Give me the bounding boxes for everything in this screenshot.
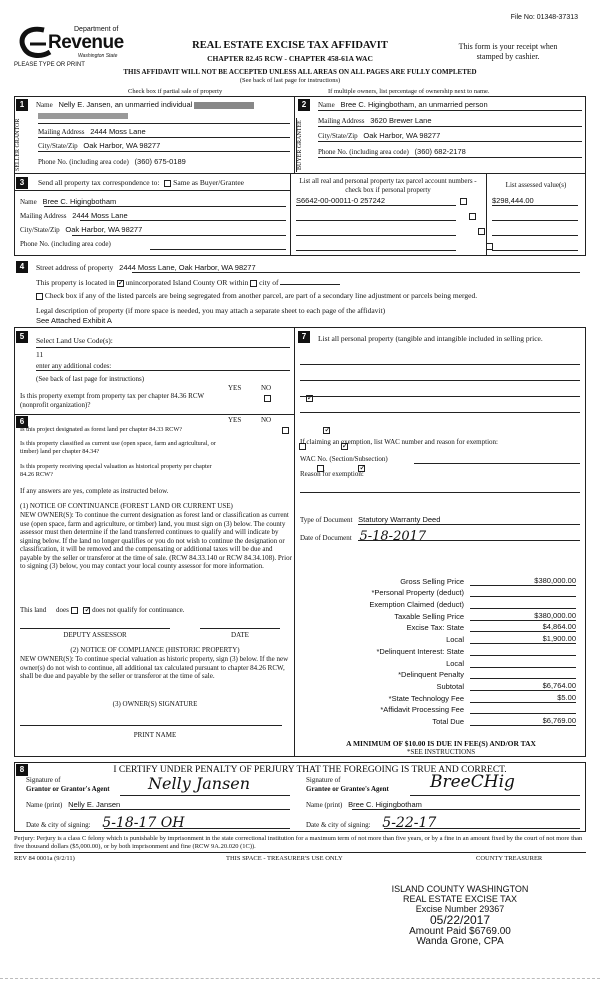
- stamp-line: ISLAND COUNTY WASHINGTON: [391, 884, 529, 894]
- parcel-header: List all real and personal property tax parcel account numbers - check box if personal property: [299, 177, 477, 194]
- personal-property-checkbox[interactable]: [460, 198, 467, 205]
- tax-row-label: Taxable Selling Price: [394, 611, 464, 621]
- minimum-note: A MINIMUM OF $10.00 IS DUE IN FEE(S) AND/OR TAX: [346, 739, 536, 748]
- doc-type-row: [300, 515, 440, 524]
- seller-mail-row: [38, 127, 290, 136]
- grantee-agent-label: Grantee or Grantee's Agent: [306, 785, 389, 793]
- notice1-title: (1) NOTICE OF CONTINUANCE (FOREST LAND OR CURRENT USE): [20, 502, 233, 510]
- s3-name-row: [20, 197, 286, 206]
- located2-label: unincorporated Island County OR within: [125, 278, 249, 287]
- seller-side-label: SELLER GRANTOR: [14, 118, 26, 172]
- tax-row-label: *Personal Property (deduct): [371, 588, 464, 598]
- buyer-mail-row: [318, 116, 580, 125]
- tax-row: [300, 597, 582, 609]
- exempt-yes-checkbox[interactable]: [264, 395, 271, 402]
- receipt-note: This form is your receipt when stamped by cashier.: [458, 42, 558, 61]
- doc-date[interactable]: 5-18-2017: [359, 529, 427, 544]
- additional-codes-label: enter any additional codes:: [36, 362, 112, 370]
- tax-row-label: Exemption Claimed (deduct): [369, 600, 464, 610]
- land-use-code[interactable]: 11: [36, 350, 44, 359]
- doc-date-row: [300, 529, 426, 544]
- tax-row: [300, 691, 582, 703]
- seller-phone[interactable]: (360) 675-0189: [134, 157, 186, 166]
- logo-dept: Department of: [74, 26, 119, 33]
- grantee-name[interactable]: Bree C. Higingbotham: [348, 800, 422, 809]
- seller-mail-label: Mailing Address: [38, 128, 85, 136]
- deputy-assessor-label: DEPUTY ASSESSOR: [63, 631, 127, 639]
- segregated-label: Check box if any of the listed parcels are being segregated from another parcel, are part of a secondary line adjustment or parcels being merged.: [44, 291, 478, 300]
- qualify-label: qualify for continuance.: [117, 606, 185, 614]
- tax-row-label: *Affidavit Processing Fee: [380, 705, 464, 715]
- tax-row-value[interactable]: $6,764.00: [470, 681, 576, 691]
- partial-sale-row: [128, 88, 222, 95]
- assessed-header: List assessed value(s): [505, 181, 567, 189]
- buyer-phone-label: Phone No. (including area code): [318, 148, 409, 156]
- q1-forest: Is this project designated as forest land per chapter 84.33 RCW?: [20, 426, 183, 433]
- tax-row-value[interactable]: [470, 713, 576, 714]
- tax-row-label: *Delinquent Interest: State: [376, 646, 464, 656]
- tax-row-label: *Delinquent Penalty: [398, 670, 464, 680]
- street-label: Street address of property: [36, 263, 114, 272]
- s3-mail-row: [20, 211, 286, 220]
- s3-city-row: [20, 225, 286, 234]
- does-checkbox[interactable]: [71, 607, 78, 614]
- does-not-checkbox[interactable]: [83, 607, 90, 614]
- grantor-agent-label: Grantor or Grantor's Agent: [26, 785, 110, 793]
- buyer-phone[interactable]: (360) 682-2178: [414, 147, 466, 156]
- buyer-name-row: [318, 100, 580, 109]
- s6-yes: YES: [228, 416, 242, 424]
- tax-row-value[interactable]: [470, 596, 576, 597]
- notice2-body: NEW OWNER(S): To continue special valuation as historic property, sign (3) below. If the new owner(s) do not wish to continue, all additional tax calculated pursuant to chapter 84.26 RCW, shall be due and payable by the seller or transferor at the time of sale.: [20, 655, 289, 680]
- tax-row-value[interactable]: $1,900.00: [470, 634, 576, 644]
- grantor-sig-label: [26, 776, 110, 794]
- seller-city-label: City/State/Zip: [38, 142, 78, 150]
- tax-row: [300, 586, 582, 598]
- treasurer-stamp: [370, 884, 550, 947]
- stamp-amount: Amount Paid $6769.00: [409, 926, 511, 937]
- tax-row: [300, 656, 582, 668]
- parcel-number[interactable]: S6642-00-00011-0 257242: [296, 196, 386, 205]
- correspondence-label: Send all property tax correspondence to:: [38, 178, 160, 187]
- unincorporated-checkbox[interactable]: [117, 280, 124, 287]
- section-6-number: 6: [16, 416, 28, 428]
- segregated-row: [36, 291, 581, 300]
- located-row: [36, 278, 576, 287]
- tax-row-value[interactable]: [470, 667, 576, 668]
- wac-label: WAC No. (Section/Subsection): [300, 455, 388, 463]
- seller-name-label: Name: [36, 101, 53, 109]
- legal-label: Legal description of property (if more space is needed, you may attach a separate sheet to each page of the affidavit): [36, 306, 386, 315]
- stamp-line: Excise Number 29367: [415, 904, 505, 914]
- redaction-bar: [38, 113, 128, 119]
- section-3-number: 3: [16, 177, 28, 189]
- seller-mail[interactable]: 2444 Moss Lane: [90, 127, 146, 136]
- seller-phone-label: Phone No. (including area code): [38, 158, 129, 166]
- tax-row: [300, 703, 582, 715]
- exemption-label: If claiming an exemption, list WAC number and reason for exemption:: [300, 438, 498, 446]
- owner-signature-label: (3) OWNER(S) SIGNATURE: [112, 700, 198, 708]
- grantor-signature[interactable]: Nelly Jansen: [148, 774, 251, 793]
- s3-mail-label: Mailing Address: [20, 212, 67, 220]
- street-row: [36, 263, 576, 272]
- doc-type-label: Type of Document: [300, 516, 353, 524]
- city-checkbox[interactable]: [250, 280, 257, 287]
- buyer-side-label: BUYER GRANTEE: [296, 118, 308, 172]
- s3-name[interactable]: Bree C. Higingbotham: [42, 197, 117, 206]
- section-7-number: 7: [298, 331, 310, 343]
- county-treasurer: COUNTY TREASURER: [476, 855, 543, 862]
- stamp-date: 05/22/2017: [429, 913, 491, 927]
- personal-property-checkbox[interactable]: [486, 243, 493, 250]
- tax-row-value[interactable]: $380,000.00: [470, 611, 576, 621]
- tax-row-label: *State Technology Fee: [388, 693, 464, 703]
- section-4-number: 4: [16, 261, 28, 273]
- warning: THIS AFFIDAVIT WILL NOT BE ACCEPTED UNLESS ALL AREAS ON ALL PAGES ARE FULLY COMPLETED: [123, 68, 477, 76]
- sig-of-label: Signature of: [26, 776, 61, 784]
- notice1-body: NEW OWNER(S): To continue the current designation as forest land or classification as current use (open space, farm and agriculture, or timber) land, you must sign on (3) below. The county assessor must then determine if the land transferred continues to qualify and will indicate by signing below. If the land no longer qualifies or you do not wish to continue the designation or classification, it will be removed and the compensating or additional taxes will be due and payable by the seller or transferor at the time of sale. (RCW 84.33.140 or RCW 84.34.108). Prior to signing (3) below, you may contact your local county assessor for more information.: [20, 511, 292, 570]
- grantor-name[interactable]: Nelly E. Jansen: [68, 800, 121, 809]
- grantor-name-row: [26, 800, 120, 809]
- tax-row: [300, 609, 582, 621]
- tax-row: [300, 632, 582, 644]
- sig-of-label: Signature of: [306, 776, 341, 784]
- section3-header: [38, 178, 288, 187]
- same-as-buyer-label: Same as Buyer/Grantee: [173, 178, 244, 187]
- grantee-date[interactable]: 5-22-17: [382, 815, 437, 831]
- seller-phone-row: [38, 157, 290, 166]
- personal-property-checkbox[interactable]: [478, 228, 485, 235]
- multiple-owners: If multiple owners, list percentage of ownership next to name.: [328, 88, 490, 95]
- see-back: (See back of last page for instructions): [239, 77, 341, 84]
- tax-row-value[interactable]: [470, 608, 576, 609]
- tax-row: [300, 714, 582, 726]
- assessed-value[interactable]: $298,444.00: [492, 196, 534, 205]
- q1-yes-checkbox[interactable]: [282, 427, 289, 434]
- redaction-bar: [194, 102, 254, 109]
- section-8-number: 8: [16, 764, 28, 776]
- file-number: File No: 01348-37313: [510, 14, 578, 21]
- tax-row-label: Total Due: [432, 716, 464, 726]
- tax-row-value[interactable]: $6,769.00: [470, 716, 576, 726]
- section-5-number: 5: [16, 331, 28, 343]
- logo-name: Revenue: [48, 32, 124, 53]
- buyer-city-row: [318, 131, 580, 140]
- seller-name[interactable]: Nelly E. Jansen, an unmarried individual: [58, 100, 193, 109]
- tax-row: [300, 679, 582, 691]
- reason-label: Reason for exemption:: [300, 470, 364, 478]
- section-1-number: 1: [16, 99, 28, 111]
- tax-row-label: Gross Selling Price: [400, 576, 464, 586]
- buyer-mail[interactable]: 3620 Brewer Lane: [370, 116, 432, 125]
- tax-row-value[interactable]: [470, 678, 576, 679]
- does-label: does: [56, 606, 69, 614]
- tax-row-value[interactable]: [470, 655, 576, 656]
- buyer-name-label: Name: [318, 101, 335, 109]
- same-as-buyer-checkbox[interactable]: [164, 180, 171, 187]
- form-title: REAL ESTATE EXCISE TAX AFFIDAVIT: [192, 40, 388, 51]
- does-not-label: does not: [92, 606, 116, 614]
- grantee-date-label: Date & city of signing:: [306, 821, 371, 829]
- tax-table: [300, 574, 582, 726]
- tax-row-label: Local: [446, 635, 464, 645]
- s5-no: NO: [261, 384, 272, 392]
- s3-city[interactable]: Oak Harbor, WA 98277: [65, 225, 143, 234]
- legal-value[interactable]: See Attached Exhibit A: [36, 316, 112, 325]
- page-edge: [0, 978, 600, 979]
- s3-city-label: City/State/Zip: [20, 226, 60, 234]
- grantor-date-label: Date & city of signing:: [26, 821, 91, 829]
- exempt-question: Is this property exempt from property tax per chapter 84.36 RCW (nonprofit organization)?: [20, 392, 204, 409]
- if-yes-note: If any answers are yes, complete as instructed below.: [20, 487, 169, 495]
- tax-row: [300, 644, 582, 656]
- personal-property-checkbox[interactable]: [469, 213, 476, 220]
- q3-historic: Is this property receiving special valuation as historical property per chapter 84.26 RCW?: [20, 463, 212, 478]
- buyer-city-label: City/State/Zip: [318, 132, 358, 140]
- tax-row-value[interactable]: $380,000.00: [470, 576, 576, 586]
- grantee-sig-label: [306, 776, 389, 794]
- buyer-name[interactable]: Bree C. Higingbotham, an unmarried person: [340, 100, 488, 109]
- s3-phone-label: Phone No. (including area code): [20, 240, 111, 248]
- tax-row: [300, 621, 582, 633]
- logo-state: Washington State: [78, 53, 118, 59]
- personal-property-header: List all personal property (tangible and intangible included in selling price.: [318, 334, 543, 343]
- grantor-date[interactable]: 5-18-17 OH: [102, 815, 185, 831]
- buyer-phone-row: [318, 147, 580, 156]
- date-label: DATE: [231, 631, 249, 639]
- seller-city-row: [38, 141, 290, 150]
- located-label: This property is located in: [36, 278, 115, 287]
- buyer-city[interactable]: Oak Harbor, WA 98277: [363, 131, 441, 140]
- land-use-label: Select Land Use Code(s):: [36, 336, 113, 345]
- city-of-label: city of: [259, 278, 279, 287]
- tax-row-label: Local: [446, 658, 464, 668]
- rev-number: REV 84 0001a (9/2/11): [14, 855, 75, 862]
- revenue-logo: [14, 22, 124, 64]
- tax-row: [300, 668, 582, 680]
- s3-phone-row: [20, 240, 286, 248]
- tax-row-label: Excise Tax: State: [406, 623, 464, 633]
- stamp-line: REAL ESTATE EXCISE TAX: [402, 894, 518, 904]
- stamp-treasurer: Wanda Grone, CPA: [416, 936, 504, 947]
- s5-see-back: (See back of last page for instructions): [36, 375, 145, 383]
- section-2-number: 2: [298, 99, 310, 111]
- treasurer-space: THIS SPACE - TREASURER'S USE ONLY: [226, 855, 343, 862]
- partial-sale-label: Check box if partial sale of property: [128, 88, 223, 95]
- buyer-mail-label: Mailing Address: [318, 117, 365, 125]
- certify-statement: I CERTIFY UNDER PENALTY OF PERJURY THAT THE FOREGOING IS TRUE AND CORRECT.: [113, 765, 507, 775]
- grantee-signature[interactable]: BreeCHig: [430, 772, 515, 792]
- s6-no: NO: [261, 416, 272, 424]
- s5-yes: YES: [228, 384, 242, 392]
- q1-no-checkbox[interactable]: [323, 427, 330, 434]
- q2-current-use: Is this property classified as current use (open space, farm and agricultural, or timber) land per chapter 84.34?: [20, 440, 216, 455]
- doc-type[interactable]: Statutory Warranty Deed: [358, 515, 441, 524]
- grantee-name-row: [306, 800, 422, 809]
- street-address[interactable]: 2444 Moss Lane, Oak Harbor, WA 98277: [119, 263, 256, 272]
- continuance-row: [20, 606, 290, 614]
- notice2-title: (2) NOTICE OF COMPLIANCE (HISTORIC PROPERTY): [70, 646, 240, 654]
- perjury-note: Perjury: Perjury is a class C felony which is punishable by imprisonment in the state correctional institution for a maximum term of not more than five years, or by a fine in an amount fixed by the court of not more than five thousand dollars ($5,000.00), or by both imprisonment and fine (RCW 9A.20.020 (1C)).: [14, 835, 583, 850]
- doc-date-label: Date of Document: [300, 534, 352, 542]
- tax-row-value[interactable]: $5.00: [470, 693, 576, 703]
- see-instructions: *SEE INSTRUCTIONS: [406, 748, 476, 756]
- grantor-name-label: Name (print): [26, 801, 63, 809]
- form-subtitle: CHAPTER 82.45 RCW - CHAPTER 458-61A WAC: [207, 54, 373, 63]
- grantee-name-label: Name (print): [306, 801, 343, 809]
- tax-row: [300, 574, 582, 586]
- tax-row-value[interactable]: $4,864.00: [470, 622, 576, 632]
- this-land-label: This land: [20, 606, 47, 614]
- seller-city[interactable]: Oak Harbor, WA 98277: [83, 141, 161, 150]
- tax-row-label: Subtotal: [436, 681, 464, 691]
- s3-name-label: Name: [20, 198, 37, 206]
- s3-mail[interactable]: 2444 Moss Lane: [72, 211, 128, 220]
- segregated-checkbox[interactable]: [36, 293, 43, 300]
- please-type: PLEASE TYPE OR PRINT: [14, 62, 85, 68]
- print-name-label: PRINT NAME: [133, 731, 177, 739]
- seller-name-row: [36, 100, 291, 109]
